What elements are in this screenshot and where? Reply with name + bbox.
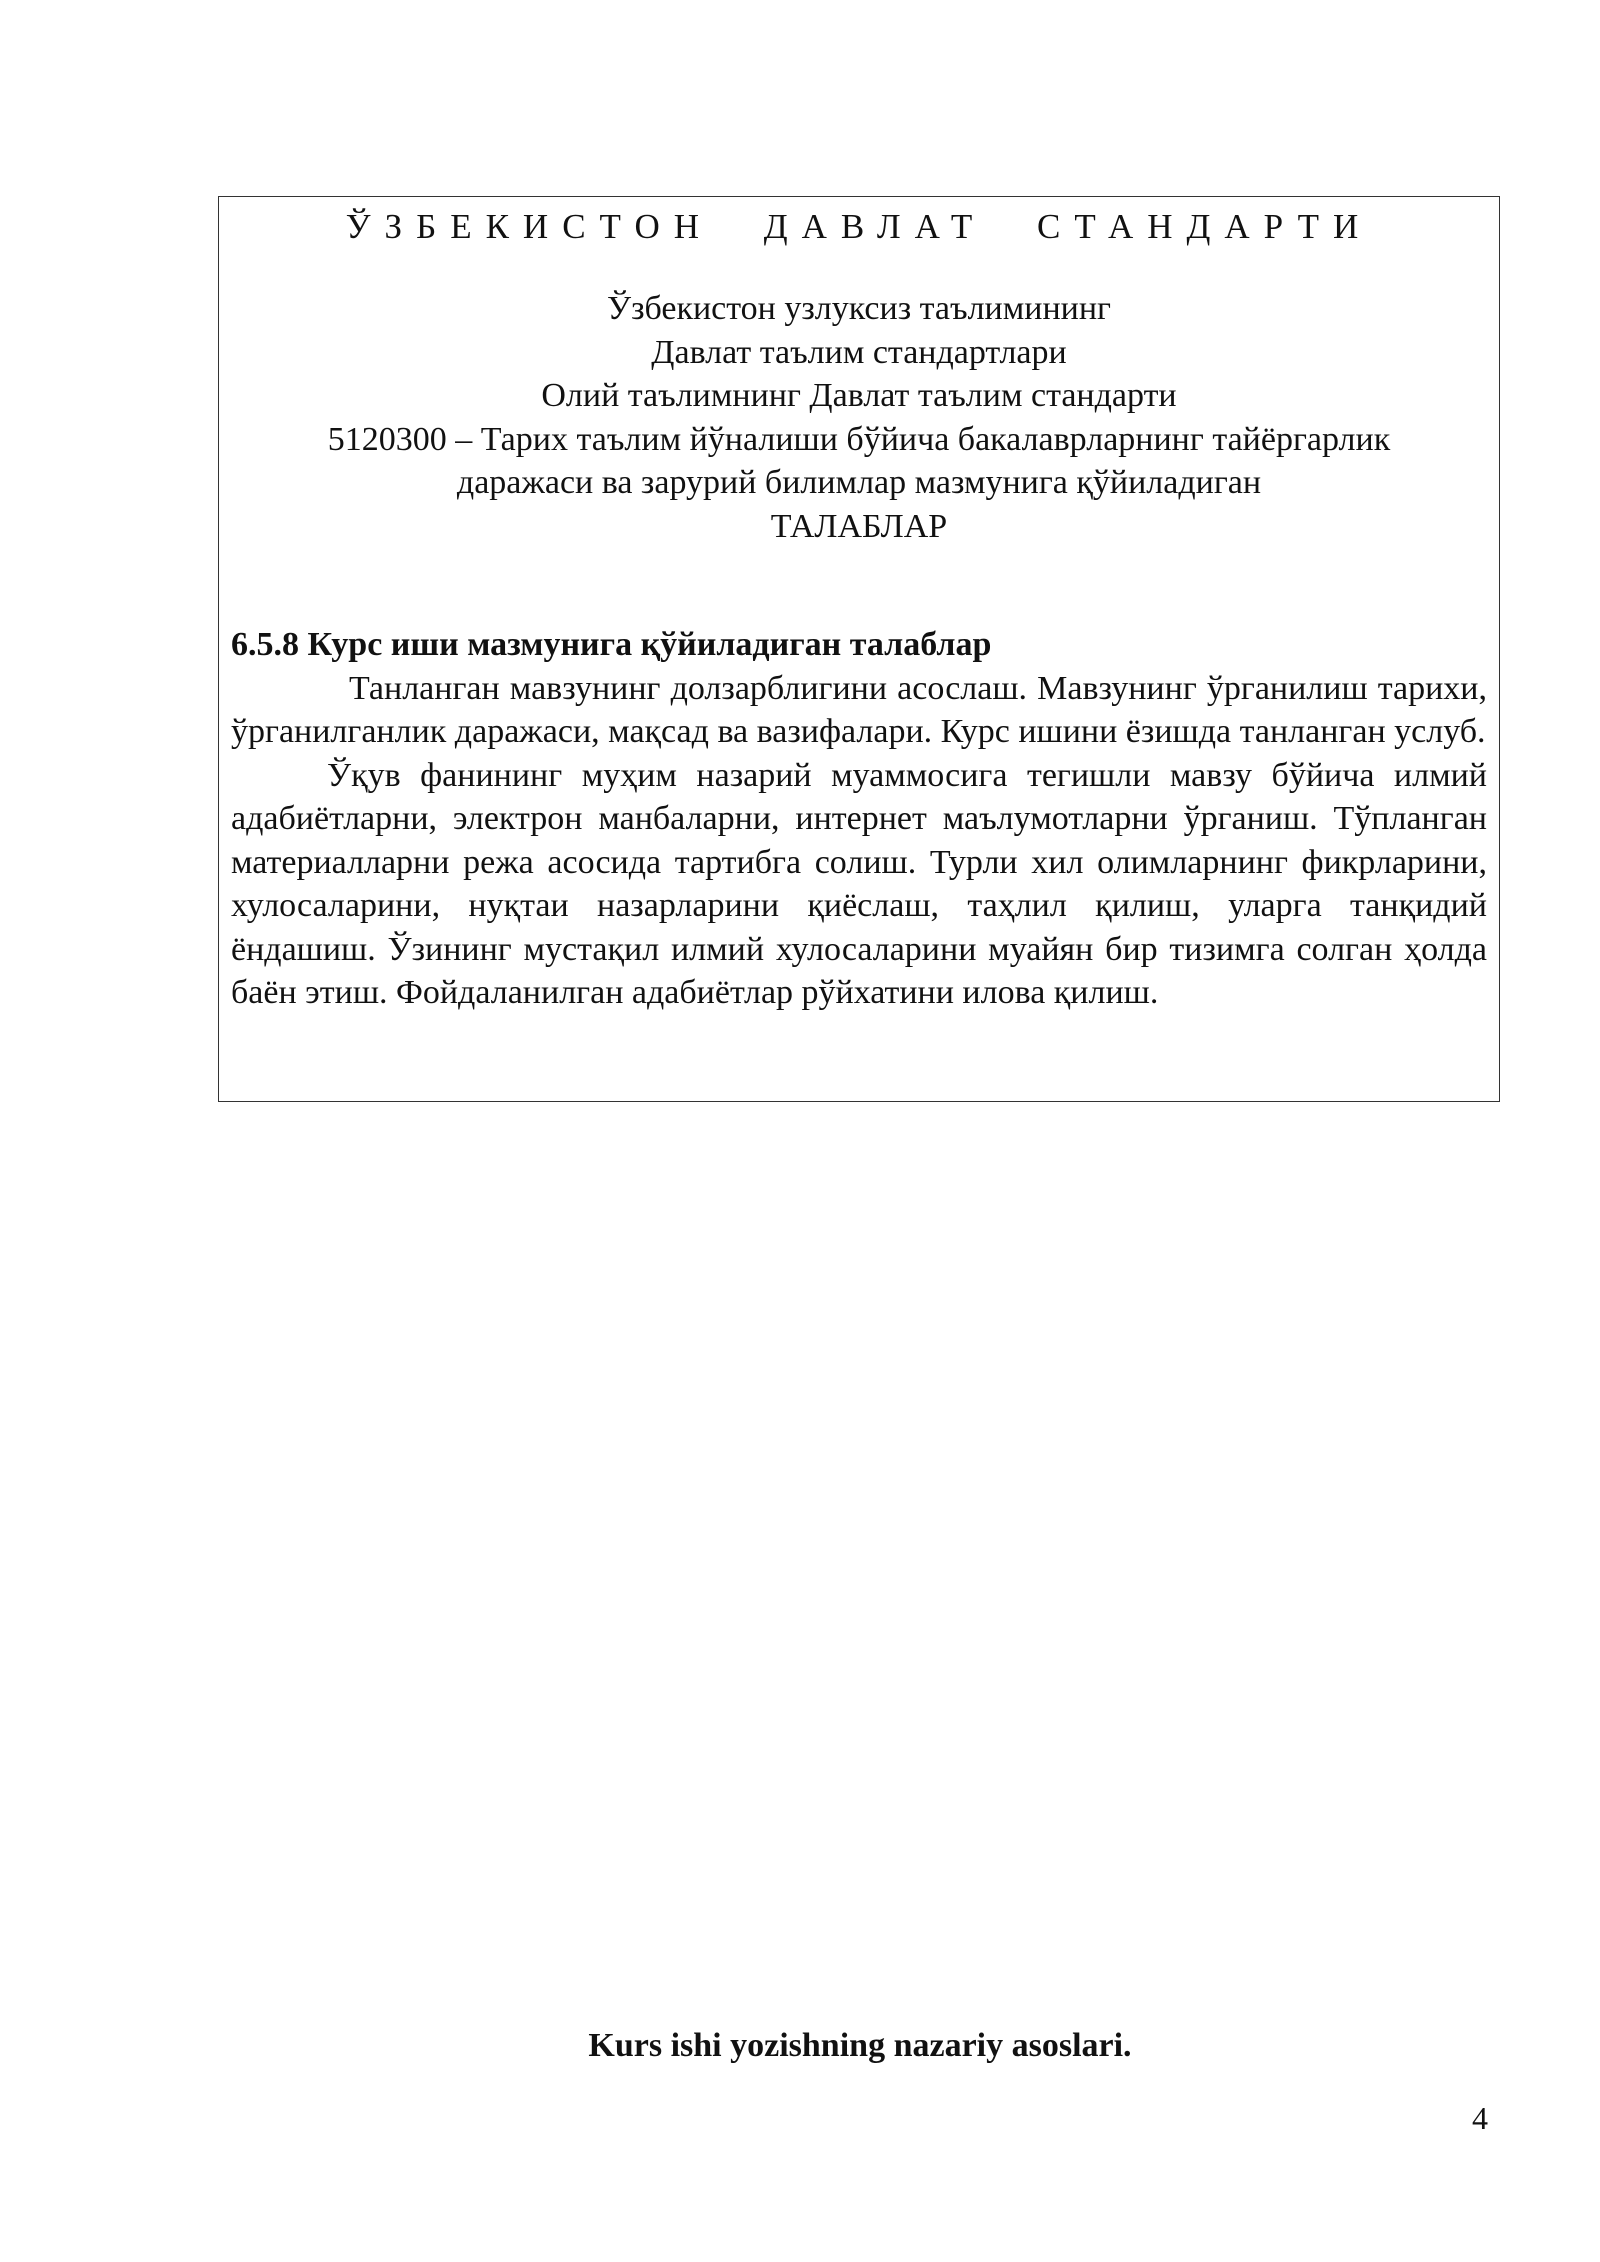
header-line: Олий таълимнинг Давлат таълим стандарти (541, 377, 1177, 414)
header-line: даражаси ва зарурий билимлар мазмунига қўйиладиган (456, 464, 1262, 501)
header-line: 5120300 – Тарих таълим йўналиши бўйича бакалаврларнинг тайёргарлик (327, 420, 1391, 458)
standard-title: ЎЗБЕКИСТОН ДАВЛАТ СТАНДАРТИ (345, 207, 1373, 246)
standard-header (219, 287, 1499, 548)
header-line-requirements: ТАЛАБЛАР (770, 507, 948, 545)
section-heading: 6.5.8 Курс иши мазмунига қўйиладиган талаблар (231, 626, 992, 663)
paragraph-2: Ўқув фанининг муҳим назарий муаммосига тегишли мавзу бўйича илмий адабиётларни, электрон манбаларни, интернет маълумотларни ўрганиш. Тўпланган материалларни режа асосида тартибга солиш. Турли хил олимларнинг фикрларини, хулосаларини, нуқтаи назарларини қиёслаш, таҳлил қилиш, уларга танқидий ёндашиш. Ўзининг мустақил илмий хулосаларини муайян бир тизимга солган ҳолда баён этиш. Фойдаланилган адабиётлар рўйхатини илова қилиш. (231, 756, 1487, 1011)
page-number: 4 (1472, 2100, 1488, 2136)
header-line: Ўзбекистон узлуксиз таълимининг (607, 290, 1111, 327)
section-6-5-8 (231, 623, 1487, 1015)
paragraph-1: Танланган мавзунинг долзарблигини асослаш. Мавзунинг ўрганилиш тарихи, ўрганилганлик даражаси, мақсад ва вазифалари. Курс ишини ёзишда танланган услуб. (231, 669, 1487, 750)
standard-frame (218, 196, 1500, 1102)
header-line: Давлат таълим стандартлари (651, 333, 1067, 371)
footer-title: Kurs ishi yozishning nazariy asoslari. (588, 2027, 1132, 2064)
